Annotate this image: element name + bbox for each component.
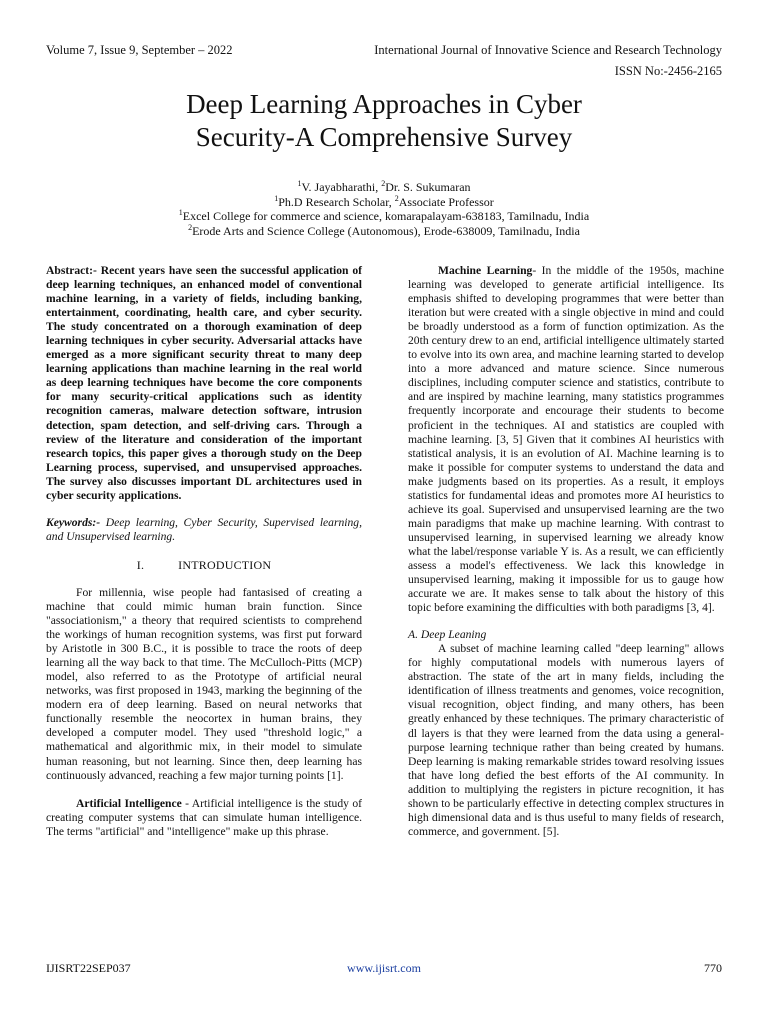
title-line-1: Deep Learning Approaches in Cyber [186, 89, 582, 119]
paper-title [0, 88, 768, 154]
author-block [0, 180, 768, 238]
volume-info: Volume 7, Issue 9, September – 2022 [46, 43, 233, 57]
right-column [408, 264, 724, 839]
author-names: $^1$V. Jayabharathi, $^2$Dr. S. Sukumaran [297, 179, 471, 194]
title-line-2: Security-A Comprehensive Survey [195, 122, 573, 152]
intro-paragraph: For millennia, wise people had fantasised of creating a machine that could mimic human brain function. Since "associationism," a theory that required scientists to comprehend the workings of human recognition systems, was first put forward by Aristotle in 300 B.C., it is possible to trace the roots of deep learning all the way back to that time. The McCulloch-Pitts (MCP) model, also referred to as the Prototype of artificial neural networks, was first proposed in 1943, marking the beginning of the modern era of deep learning. Based on neural networks that functionally resemble the neocortex in human brains, they developed a computer model. They used "threshold logic," a mathematical and algorithmic mix, in their model to simulate human reasoning, but not learning. Since then, deep learning has continuously advanced, reaching a few major turning points [1]. [46, 585, 362, 782]
affiliation-2: $^2$Erode Arts and Science College (Autonomous), Erode-638009, Tamilnadu, India [188, 222, 580, 238]
deep-learning-paragraph: A subset of machine learning called "deep learning" allows for highly computational models with numerous layers of abstraction. The state of the art in many fields, including the identification of illness treatments and genomes, voice recognition, visual recognition, object finding, and many others, has been greatly enhanced by these techniques. The primary characteristic of dl layers is that they were learned from the data using a general-purpose learning technique rather than being created by humans. Deep learning is making remarkable strides toward resolving issues that have long defied the best efforts of the AI community. In addition to multiplying the registers in picture recognition, it has shown to be particularly effective in detecting complex structures in high dimensional data and is thus useful to many fields of research, commerce, and government. [5]. [408, 642, 724, 838]
ml-paragraph: Machine Learning- In the middle of the 1950s, machine learning was developed to generate artificial intelligence. Its emphasis shifted to developing programmes that were better than iteration but were created with a single objective in mind and could be broadly understood as a form of function optimization. As the 20th century drew to an end, artificial intelligence ultimately started to evolve into its own area, and machine learning started to develop into a more advanced and mature science. Since numerous disciplines, including computer science and statistics, contribute to and are inspired by machine learning, many statistics programmes frequently incorporate and encourage their students to become proficient in the techniques. AI and statistics are coupled with machine learning. [3, 5] Given that it combines AI heuristics with statistical analysis, it is an evolution of AI. Machine learning is to make it possible for computer systems to understand the data and make judgments based on its properties. As a result, it employs statistics for fundamental ideas and promotes more AI heuristics to achieve its goal. Supervised and unsupervised learning are the two main paradigms that make up machine learning. With contrast to unsupervised learning, in supervised learning we already know what the label/response variable Y is. As a result, we can efficiently assess a model's effectiveness. We lack this knowledge in unsupervised learning, making it impossible for us to gauge how accurate we are. It makes sense to talk about the history of this topic before examining the difficulties with both paradigms [3, 4]. [408, 264, 724, 615]
page-number: 770 [704, 961, 722, 975]
affiliation-1: $^1$Excel College for commerce and science, komarapalayam-638183, Tamilnadu, India [178, 208, 590, 223]
keywords: Keywords:- Deep learning, Cyber Security, Supervised learning, and Unsupervised learning. [46, 515, 362, 543]
ai-paragraph: Artificial Intelligence - Artificial intelligence is the study of creating computer systems that can simulate human intelligence. The terms "artificial" and "intelligence" make up this phrase. [46, 796, 362, 838]
journal-url-container [0, 961, 768, 976]
author-roles: $^1$Ph.D Research Scholar, $^2$Associate Professor [274, 193, 494, 209]
issn: ISSN No:-2456-2165 [614, 64, 722, 78]
paper-code: IJISRT22SEP037 [46, 961, 131, 975]
journal-url-link[interactable]: www.ijisrt.com [347, 961, 421, 975]
abstract: Abstract:- Recent years have seen the successful application of deep learning techniques, an enhanced model of conventional machine learning, in a variety of fields, including banking, entertainment, coordinating, health care, and cyber security. The study concentrated on a thorough examination of deep learning techniques in cyber security. Adversarial attacks have emerged as a more significant security threat to many deep learning applications than machine learning in the real world as deep learning techniques have become the core components for many security-critical applications such as identity recognition cameras, malware detection software, intrusion detection, spam detection, and self-driving cars. Through a review of the literature and consideration of the important research topics, this paper gives a thorough study on the Deep Learning process, supervised, and unsupervised approaches. The survey also discusses important DL architectures used in cyber security applications. [46, 264, 362, 502]
left-column [46, 264, 362, 839]
section-heading-introduction: I. INTRODUCTION [136, 557, 272, 572]
subsection-heading-deep-learning: A. Deep Leaning [408, 628, 487, 642]
journal-name: International Journal of Innovative Science and Research Technology [374, 43, 722, 57]
